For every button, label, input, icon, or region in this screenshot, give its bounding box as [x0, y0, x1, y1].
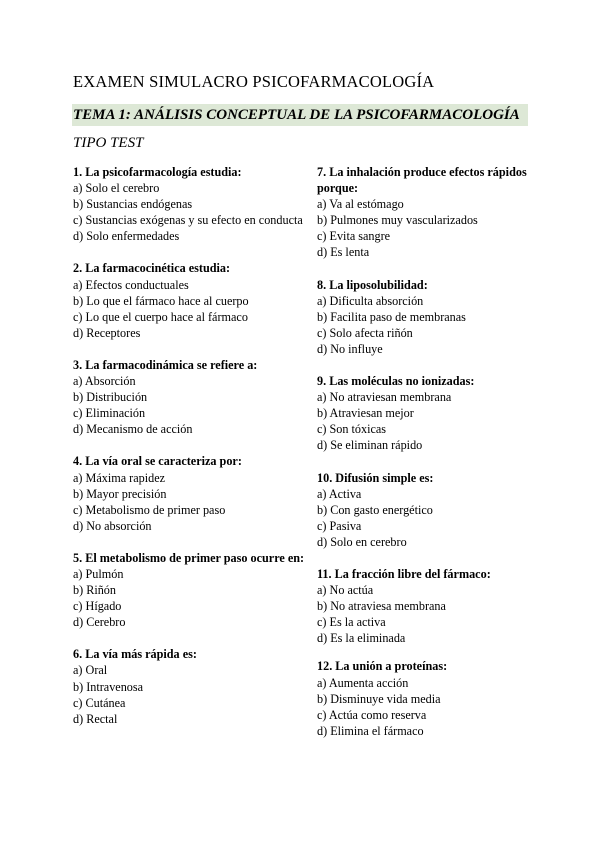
- question-3: [73, 357, 305, 437]
- option-c: c) Sustancias exógenas y su efecto en conducta: [73, 213, 303, 228]
- option-d: d) No absorción: [73, 518, 152, 533]
- option-b: b) Intravenosa: [73, 679, 144, 694]
- topic-heading: TEMA 1: ANÁLISIS CONCEPTUAL DE LA PSICOFARMACOLOGÍA: [72, 104, 528, 126]
- question-11: [317, 566, 549, 646]
- option-d: d) Rectal: [73, 711, 118, 726]
- option-b: b) Distribución: [73, 390, 148, 405]
- option-a: a) No actúa: [317, 583, 374, 598]
- option-b: b) Con gasto energético: [317, 502, 433, 517]
- option-d: d) Es lenta: [317, 245, 370, 260]
- option-b: b) Facilita paso de membranas: [317, 309, 466, 324]
- option-a: a) Máxima rapidez: [73, 470, 166, 485]
- option-c: c) Evita sangre: [317, 229, 391, 244]
- question-title: 7. La inhalación produce efectos rápidos porque:: [317, 165, 527, 196]
- question-title: 12. La unión a proteínas:: [317, 659, 448, 674]
- question-2: [73, 260, 305, 340]
- option-a: a) Oral: [73, 663, 108, 678]
- option-d: d) Solo enfermedades: [73, 229, 180, 244]
- question-5: [73, 550, 305, 630]
- question-10: [317, 470, 549, 550]
- option-d: d) Se eliminan rápido: [317, 438, 423, 453]
- option-d: d) Es la eliminada: [317, 631, 406, 646]
- option-b: b) Riñón: [73, 583, 116, 598]
- option-c: c) Actúa como reserva: [317, 707, 427, 722]
- question-9: [317, 373, 549, 453]
- option-d: d) Elimina el fármaco: [317, 723, 424, 738]
- option-c: c) Son tóxicas: [317, 422, 387, 437]
- question-1: [73, 164, 305, 244]
- option-c: c) Es la activa: [317, 615, 386, 630]
- question-title: 2. La farmacocinética estudia:: [73, 261, 231, 276]
- option-d: d) Cerebro: [73, 615, 126, 630]
- option-b: b) No atraviesa membrana: [317, 599, 446, 614]
- question-title: 6. La vía más rápida es:: [73, 647, 197, 662]
- left-column: [73, 164, 305, 743]
- option-a: a) Pulmón: [73, 566, 124, 581]
- option-a: a) Activa: [317, 486, 362, 501]
- question-title: 11. La fracción libre del fármaco:: [317, 566, 491, 581]
- question-6: [73, 646, 305, 726]
- question-title: 4. La vía oral se caracteriza por:: [73, 454, 242, 469]
- option-a: a) Va al estómago: [317, 197, 404, 212]
- option-c: c) Metabolismo de primer paso: [73, 502, 226, 517]
- document-title: EXAMEN SIMULACRO PSICOFARMACOLOGÍA: [73, 72, 435, 91]
- option-c: c) Eliminación: [73, 406, 146, 421]
- option-c: c) Cutánea: [73, 695, 126, 710]
- option-d: d) Solo en cerebro: [317, 534, 407, 549]
- option-d: d) No influye: [317, 341, 383, 356]
- option-b: b) Sustancias endógenas: [73, 197, 193, 212]
- option-c: c) Hígado: [73, 599, 122, 614]
- question-title: 3. La farmacodinámica se refiere a:: [73, 357, 258, 372]
- question-8: [317, 277, 549, 357]
- question-title: 8. La liposolubilidad:: [317, 277, 428, 292]
- option-b: b) Atraviesan mejor: [317, 406, 414, 421]
- question-12: [317, 658, 549, 738]
- option-d: d) Mecanismo de acción: [73, 422, 193, 437]
- question-title: 10. Difusión simple es:: [317, 470, 434, 485]
- question-7: [317, 164, 549, 261]
- option-a: a) Absorción: [73, 374, 136, 389]
- option-a: a) Dificulta absorción: [317, 293, 424, 308]
- question-title: 9. Las moléculas no ionizadas:: [317, 374, 475, 389]
- option-b: b) Mayor precisión: [73, 486, 167, 501]
- option-b: b) Lo que el fármaco hace al cuerpo: [73, 293, 249, 308]
- option-a: a) Aumenta acción: [317, 675, 409, 690]
- option-a: a) Solo el cerebro: [73, 181, 160, 196]
- option-b: b) Disminuye vida media: [317, 691, 441, 706]
- option-d: d) Receptores: [73, 325, 141, 340]
- question-4: [73, 453, 305, 533]
- option-a: a) Efectos conductuales: [73, 277, 189, 292]
- option-c: c) Lo que el cuerpo hace al fármaco: [73, 309, 248, 324]
- option-c: c) Solo afecta riñón: [317, 325, 413, 340]
- option-c: c) Pasiva: [317, 518, 362, 533]
- question-title: 1. La psicofarmacología estudia:: [73, 165, 242, 179]
- question-title: 5. El metabolismo de primer paso ocurre en:: [73, 550, 305, 565]
- option-a: a) No atraviesan membrana: [317, 390, 452, 405]
- option-b: b) Pulmones muy vascularizados: [317, 213, 478, 228]
- section-subtitle: TIPO TEST: [73, 135, 144, 151]
- right-column: [317, 164, 549, 755]
